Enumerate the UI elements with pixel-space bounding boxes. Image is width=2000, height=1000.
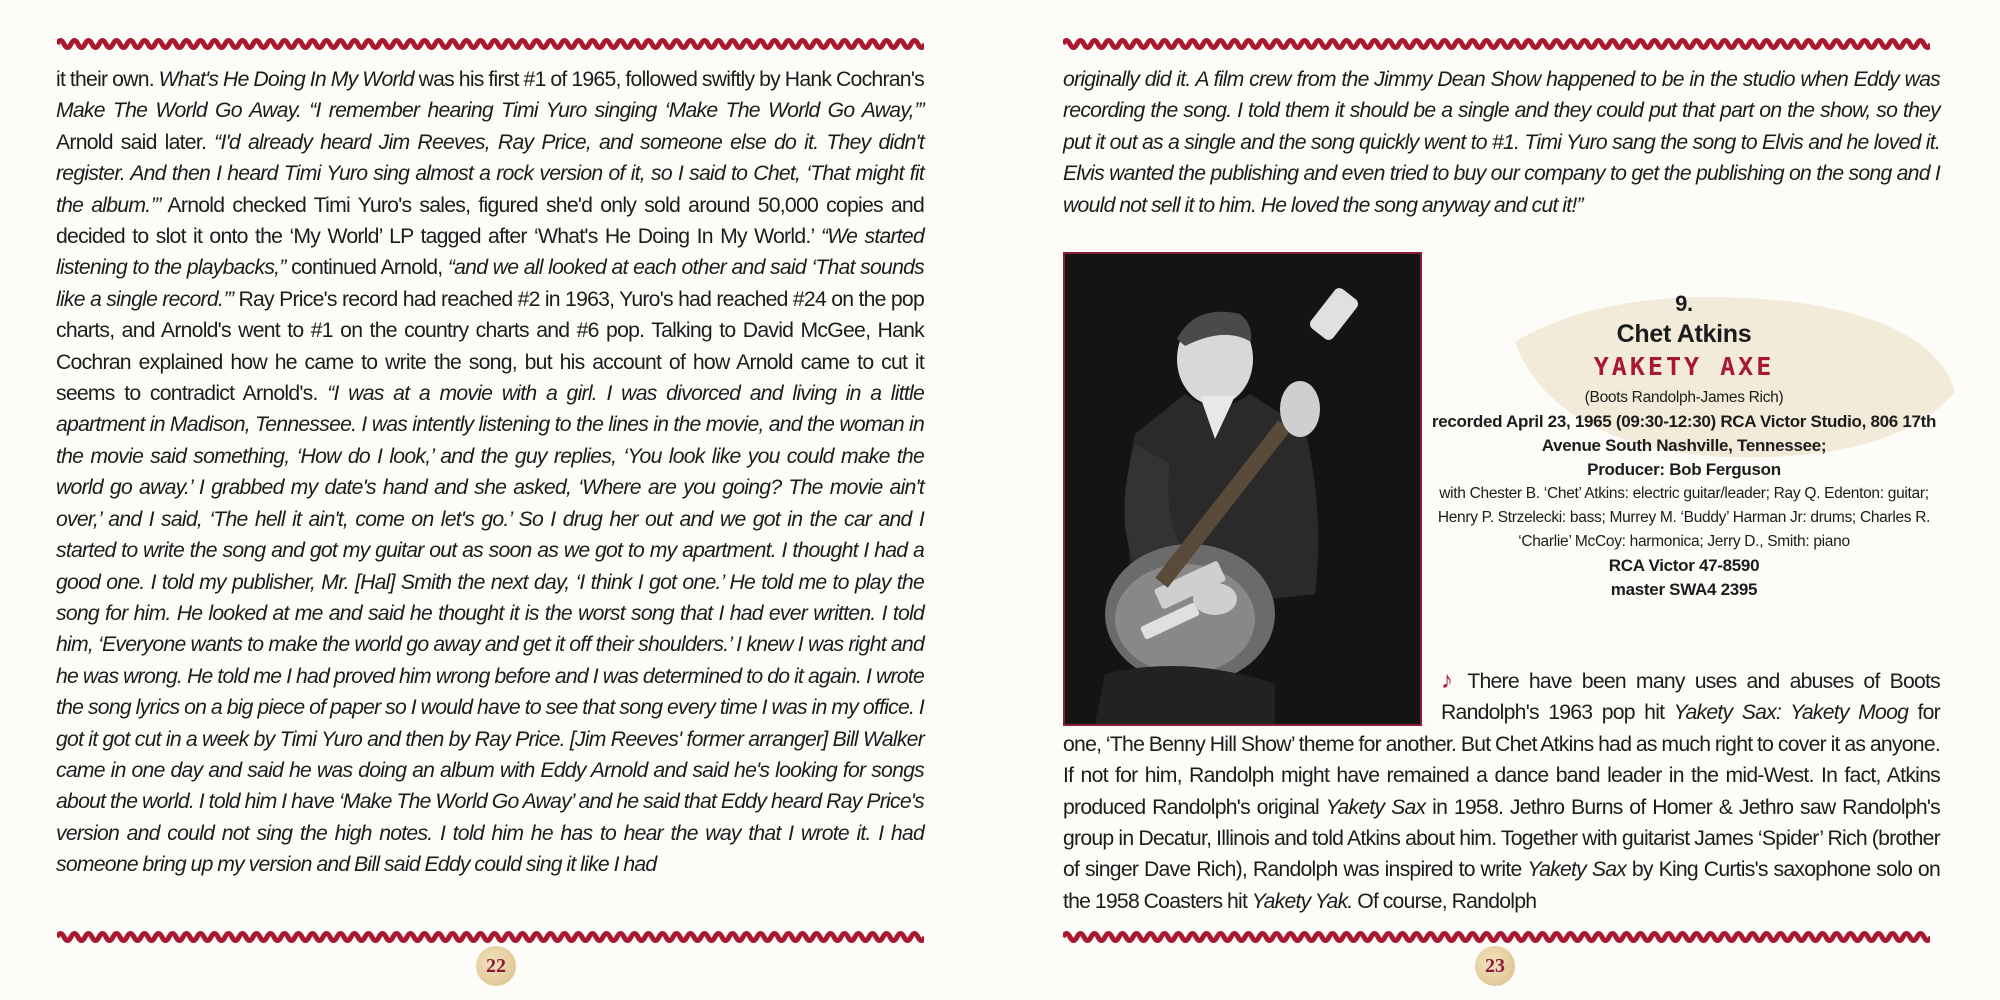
text-run: What's He Doing In My World xyxy=(158,68,414,91)
right-top-body-text xyxy=(1063,64,1940,221)
text-run: Yakety Sax: Yakety Moog xyxy=(1673,701,1909,725)
text-run: continued Arnold, xyxy=(285,256,448,280)
track-number: 9. xyxy=(1675,291,1693,316)
left-page xyxy=(0,0,990,1000)
text-run: Yakety Yak. xyxy=(1251,889,1353,913)
text-run: “We started listening to the playbacks,” xyxy=(56,225,924,280)
text-run: There have been many uses and abuses of Boots Randolph's 1963 pop hit xyxy=(1441,670,1941,725)
text-run: Arnold checked Timi Yuro's sales, figured she'd only sold around 50,000 copies and decided to slot it onto the ‘My World’ LP tagged after ‘What's He Doing In My World.’ xyxy=(56,193,924,249)
text-run: Of course, Randolph xyxy=(1352,889,1537,913)
text-run: it their own. xyxy=(56,68,159,91)
track-master: master SWA4 2395 xyxy=(1610,580,1758,599)
text-run: “I was at a movie with a girl. I was divorced and living in a little apartment in Madison, Tennessee. I was intently listening to the lines in the movie, and the woman in the movie said something, ‘How do I look,’ and the guy replies, ‘You look like you could make the world go away.’ I grabbed my date's hand and she asked, ‘Where are you going? The movie ain't over,’ and I said, ‘The hell it ain't, come on let's go.’ So I drug her out and we got in the car and I started to write the song and got my guitar out as soon as we got to my apartment. I thought I had a good one. I told my publisher, Mr. [Hal] Smith the next day, ‘I think I got one.’ He told me to play the song for him. He looked at me and said he thought it is the worst song that I had ever written. I told him, ‘Everyone wants to make the world go away and get it off their shoulders.’ I knew I was right and he was wrong. He told me I had proved him wrong before and I was determined to do it again. I wrote the song lyrics on a big piece of paper so I would have to see that song every time I was in my office. I got it got cut in a week by Timi Yuro and then by Ray Price. [Jim Reeves' former arranger] Bill Walker came in one day and said he was doing an album with Eddy Arnold and said he's looking for songs about the world. I told him I have ‘Make The World Go Away’ and he said that Eddy heard Ray Price's version and could not sing the high notes. I told him he has to hear the way that I wrote it. I had someone bring up my version and Bill said Eddy could sing it like I had xyxy=(56,382,924,877)
text-run: by King Curtis's saxophone solo on the 1958 Coasters hit xyxy=(1063,858,1940,913)
text-run: for one, ‘The Benny Hill Show’ theme for another. But Chet Atkins had as much right to cover it as anyone. If not for him, Randolph might have remained a dance band leader in the mid-West. In fact, Atkins produced Randolph's original xyxy=(1063,701,1940,819)
text-run: Make The World Go Away. “I remember hearing Timi Yuro singing ‘Make The World Go Away,’” xyxy=(56,99,924,123)
text-run: “and we all looked at each other and said ‘That sounds like a single record.’” xyxy=(56,256,924,311)
text-run: “I'd already heard Jim Reeves, Ray Price, and someone else do it. They didn't register. And then I heard Timi Yuro sing almost a rock version of it, so I said to Chet, ‘That might fit the album.’” xyxy=(56,130,924,217)
decorative-wave-border-top xyxy=(1063,35,1930,53)
track-artist: Chet Atkins xyxy=(1616,320,1752,348)
music-note-icon: ♪ xyxy=(1441,667,1458,694)
left-body-text xyxy=(56,64,924,881)
decorative-wave-border-top xyxy=(57,35,924,53)
text-run: Yakety Sax xyxy=(1325,795,1426,819)
right-page xyxy=(1010,0,2000,1000)
track-personnel: with Chester B. ‘Chet’ Atkins: electric guitar/leader; Ray Q. Edenton: guitar; Henry P. Strzelecki: bass; Murrey M. ‘Buddy’ Harman Jr: drums; Charles R. ‘Charlie’ McCoy: harmonica; Jerry D., Smith: piano xyxy=(1437,485,1931,550)
page-number: 22 xyxy=(476,946,516,986)
text-run: Yakety Sax xyxy=(1527,858,1627,882)
text-run: originally did it. A film crew from the Jimmy Dean Show happened to be in the studio when Eddy was recording the song. I told them it should be a single and they could put that part on the show, so they put it out as a single and the song quickly went to #1. Timi Yuro sang the song to Elvis and he loved it. Elvis wanted the publishing and even tried to buy our company to get the publishing on the song and I would not sell it to him. He loved the song anyway and cut it!” xyxy=(1063,68,1940,217)
track-recorded: recorded April 23, 1965 (09:30-12:30) RCA Victor Studio, 806 17th Avenue South Nashville, Tennessee; xyxy=(1431,412,1937,455)
text-run: Ray Price's record had reached #2 in 1963, Yuro's had reached #24 on the pop charts, and Arnold's went to #1 on the country charts and #6 pop. Talking to David McGee, Hank Cochran explained how he came to write the song, but his account of how Arnold came to cut it seems to contradict Arnold's. xyxy=(56,287,924,406)
decorative-wave-border-bottom xyxy=(57,928,924,946)
track-writers: (Boots Randolph-James Rich) xyxy=(1584,389,1784,406)
decorative-wave-border-bottom xyxy=(1063,928,1930,946)
track-info xyxy=(1428,290,1940,602)
text-run: in 1958. Jethro Burns of Homer & Jethro saw Randolph's group in Decatur, Illinois and told Atkins about him. Together with guitarist James ‘Spider’ Rich (brother of singer Dave Rich), Randolph was inspired to write xyxy=(1063,795,1940,882)
right-bottom-segments xyxy=(1063,670,1940,913)
track-producer: Producer: Bob Ferguson xyxy=(1587,460,1781,479)
page-number: 23 xyxy=(1475,946,1515,986)
track-title: YAKETY AXE xyxy=(1593,352,1775,381)
text-run: Arnold said later. xyxy=(56,130,215,154)
track-catalog: RCA Victor 47-8590 xyxy=(1608,556,1760,575)
chet-atkins-photo xyxy=(1063,252,1422,726)
text-run: was his first #1 of 1965, followed swiftly by Hank Cochran's xyxy=(413,68,924,91)
right-bottom-body-text xyxy=(1063,665,1940,917)
